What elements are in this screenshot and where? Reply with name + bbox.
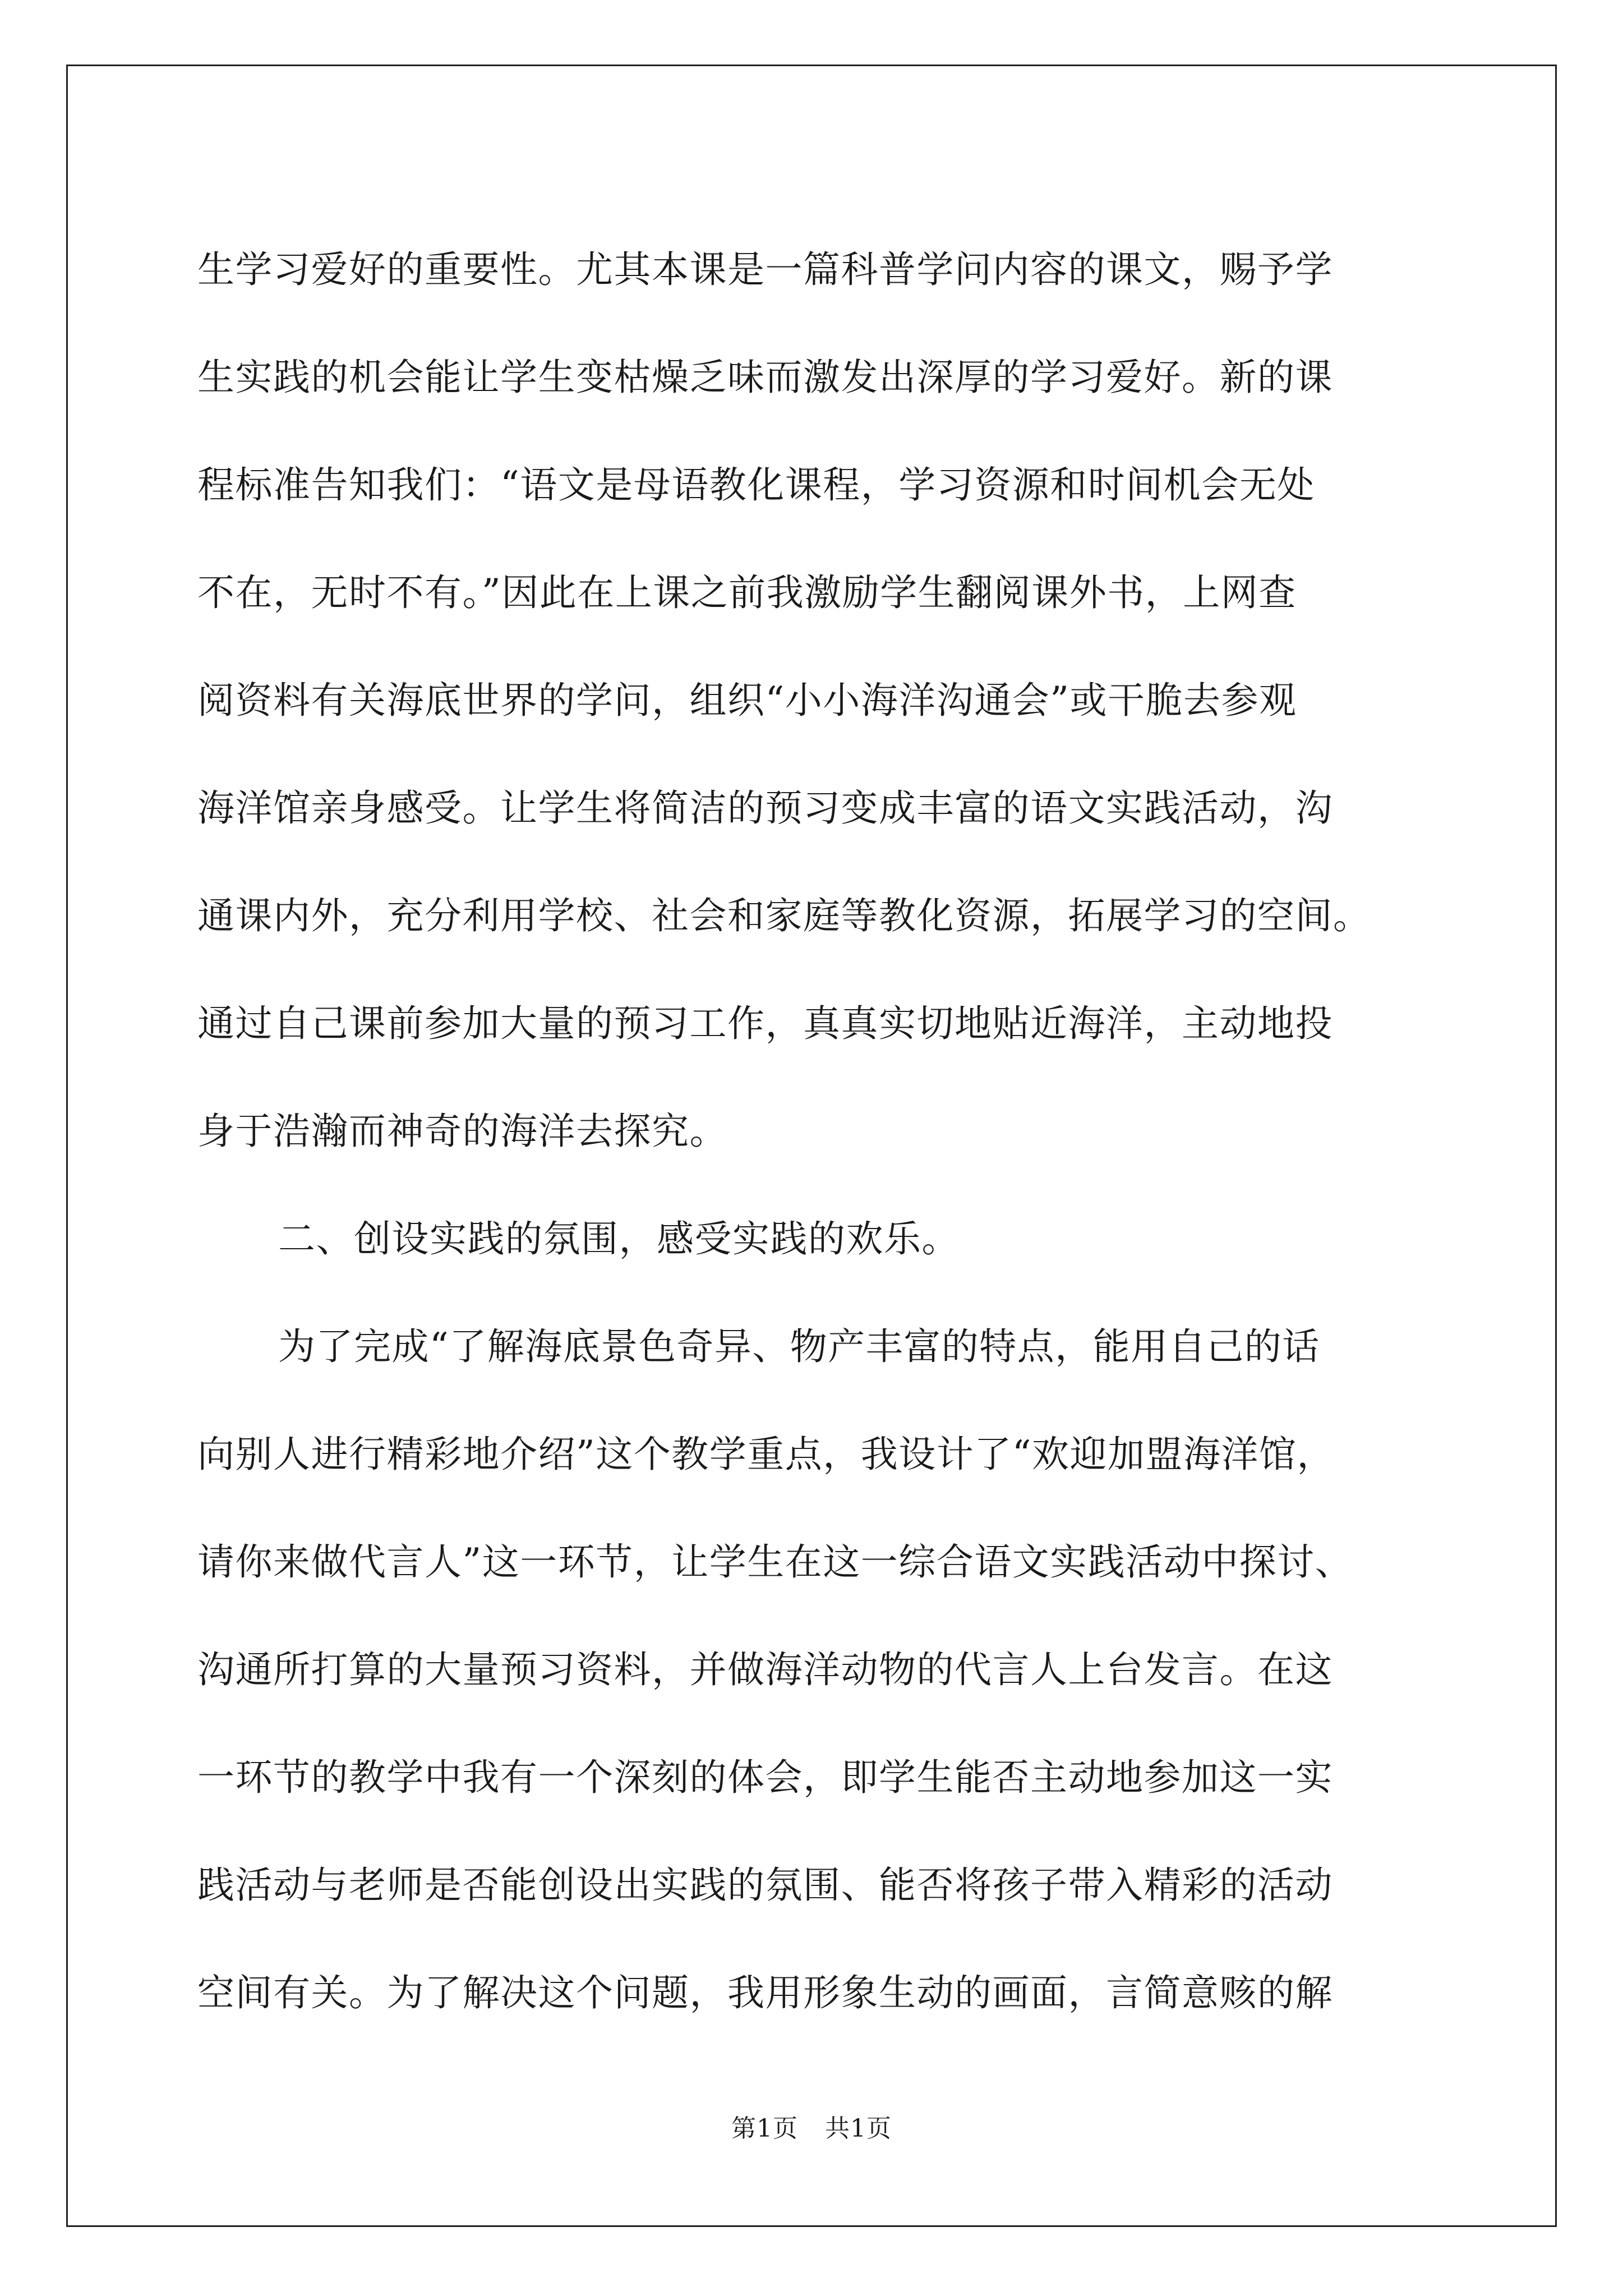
text-line: 践活动与老师是否能创设出实践的氛围、能否将孩子带入精彩的活动 — [197, 1864, 1333, 1907]
text-line: 空间有关。为了解决这个问题，我用形象生动的画面，言简意赅的解 — [197, 1971, 1333, 2014]
text-line: 沟通所打算的大量预习资料，并做海洋动物的代言人上台发言。在这 — [197, 1648, 1333, 1691]
text-line: 程标准告知我们：“语文是母语教化课程，学习资源和时间机会无处 — [197, 463, 1315, 507]
text-line: 请你来做代言人”这一环节，让学生在这一综合语文实践活动中探讨、 — [197, 1540, 1353, 1584]
text-line: 生实践的机会能让学生变枯燥乏味而激发出深厚的学习爱好。新的课 — [197, 356, 1333, 399]
text-line: 一环节的教学中我有一个深刻的体会，即学生能否主动地参加这一实 — [197, 1756, 1333, 1799]
text-line: 向别人进行精彩地介绍”这个教学重点，我设计了“欢迎加盟海洋馆， — [197, 1433, 1335, 1476]
text-line: 阅资料有关海底世界的学问，组织“小小海洋沟通会”或干脆去参观 — [197, 679, 1297, 722]
page-footer — [0, 2112, 1623, 2146]
text-line: 身于浩瀚而神奇的海洋去探究。 — [197, 1110, 727, 1153]
document-body — [197, 216, 1454, 2047]
section-heading: 二、创设实践的氛围，感受实践的欢乐。 — [278, 1217, 960, 1260]
text-line: 生学习爱好的重要性。尤其本课是一篇科普学问内容的课文，赐予学 — [197, 248, 1333, 291]
page-total: 共1页 — [825, 2114, 892, 2143]
page-number: 第1页 — [731, 2114, 798, 2143]
text-line: 通过自己课前参加大量的预习工作，真真实切地贴近海洋，主动地投 — [197, 1002, 1333, 1045]
text-line: 通课内外，充分利用学校、社会和家庭等教化资源，拓展学习的空间。 — [197, 894, 1371, 937]
text-line: 不在，无时不有。”因此在上课之前我激励学生翻阅课外书，上网查 — [197, 571, 1297, 614]
text-line: 为了完成“了解海底景色奇异、物产丰富的特点，能用自己的话 — [278, 1325, 1320, 1368]
text-line: 海洋馆亲身感受。让学生将简洁的预习变成丰富的语文实践活动，沟 — [197, 786, 1333, 830]
